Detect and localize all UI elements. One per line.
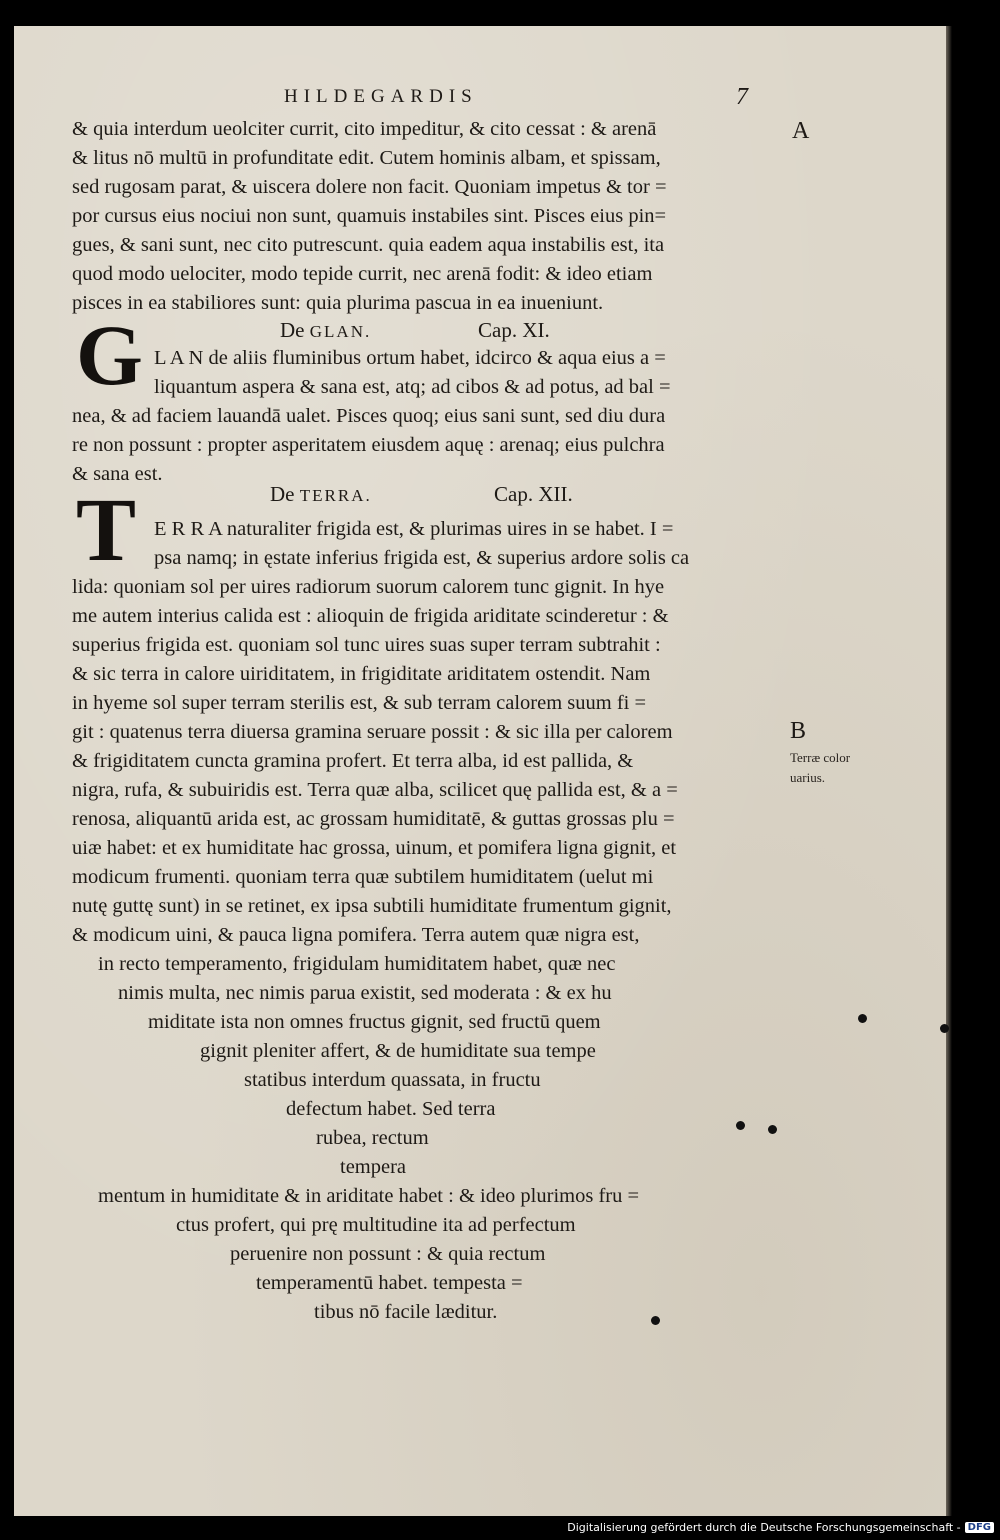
chapter-title-prefix: De [280, 318, 305, 342]
text-line: gignit pleniter affert, & de humiditate sua tempe [200, 1040, 596, 1062]
drop-cap-g: G [76, 307, 143, 403]
text-line: uiæ habet: et ex humiditate hac grossa, uinum, et pomifera ligna gignit, et [72, 837, 677, 859]
text-line: statibus interdum quassata, in fructu [244, 1069, 541, 1091]
chapter-title-prefix: De [270, 482, 295, 506]
chapter-title-name: GLAN. [309, 322, 372, 341]
ink-spot [651, 1316, 660, 1325]
text-line: nea, & ad faciem lauandā ualet. Pisces quoq; eius sani sunt, sed diu dura [72, 405, 666, 427]
ink-spot [858, 1014, 867, 1023]
running-head: HILDEGARDIS [284, 86, 478, 107]
text-line: mentum in humiditate & in ariditate habet : & ideo plurimos fru = [98, 1185, 640, 1207]
text-line: nimis multa, nec nimis parua existit, sed moderata : & ex hu [118, 982, 612, 1004]
text-line: & sana est. [72, 463, 163, 485]
text-line: modicum frumenti. quoniam terra quæ subtilem humiditatem (uelut mi [72, 866, 654, 888]
chapter-11-cap: Cap. XI. [478, 318, 550, 342]
chapter-12-cap: Cap. XII. [494, 482, 573, 506]
text-line: L A N de aliis fluminibus ortum habet, idcirco & aqua eius a = [154, 347, 666, 369]
text-line: & sic terra in calore uiriditatem, in frigiditate ariditatem ostendit. Nam [72, 663, 651, 685]
text-line: ctus profert, qui prę multitudine ita ad perfectum [176, 1214, 576, 1236]
text-line: nutę guttę sunt) in se retinet, ex ipsa subtili humiditate frumentum gignit, [72, 895, 672, 917]
text-line: peruenire non possunt : & quia rectum [230, 1243, 546, 1265]
text-line: gues, & sani sunt, nec cito putrescunt. quia eadem aqua instabilis est, ita [72, 234, 665, 256]
digitization-footer [567, 1521, 994, 1534]
text-line: lida: quoniam sol per uires radiorum suorum calorem tunc gignit. In hye [72, 576, 665, 598]
margin-note [790, 748, 850, 788]
chapter-title-name: TERRA. [299, 486, 372, 505]
text-line: me autem interius calida est : alioquin de frigida ariditate scinderetur : & [72, 605, 669, 627]
text-line: re non possunt : propter asperitatem eiusdem aquę : arenaq; eius pulchra [72, 434, 665, 456]
text-line: & frigiditatem cuncta gramina profert. Et terra alba, id est pallida, & [72, 750, 634, 772]
text-line: miditate ista non omnes fructus gignit, sed fructū quem [148, 1011, 601, 1033]
text-line: & litus nō multū in profunditate edit. Cutem hominis albam, et spissam, [72, 147, 661, 169]
margin-note-line: Terræ color [790, 750, 851, 765]
drop-cap-t: T [76, 481, 137, 580]
page-edge-shadow [946, 26, 952, 1516]
text-line: liquantum aspera & sana est, atq; ad cibos & ad potus, ad bal = [154, 376, 671, 398]
text-line: in hyeme sol super terram sterilis est, & sub terram calorem suum fi = [72, 692, 647, 714]
dfg-logo-icon: DFG [965, 1522, 994, 1533]
text-line: tibus nō facile læditur. [314, 1301, 498, 1323]
footer-text: Digitalisierung gefördert durch die Deutsche Forschungsgemeinschaft - [567, 1521, 961, 1534]
text-line: tempera [340, 1156, 407, 1178]
text-line: & quia interdum ueolciter currit, cito impeditur, & cito cessat : & arenā [72, 118, 657, 140]
page-number: 7 [736, 84, 748, 110]
text-line: renosa, aliquantū arida est, ac grossam humiditatē, & guttas grossas plu = [72, 808, 675, 830]
chapter-11-title [280, 318, 371, 343]
text-line: rubea, rectum [316, 1127, 429, 1149]
text-line: defectum habet. Sed terra [286, 1098, 496, 1120]
margin-letter-b: B [790, 718, 807, 744]
text-line: temperamentū habet. tempesta = [256, 1272, 523, 1294]
text-line: E R R A naturaliter frigida est, & plurimas uires in se habet. I = [154, 518, 674, 540]
ink-spot [940, 1024, 949, 1033]
text-line: por cursus eius nociui non sunt, quamuis instabiles sint. Pisces eius pin= [72, 205, 667, 227]
ink-spot [768, 1125, 777, 1134]
text-line: superius frigida est. quoniam sol tunc uires suas super terram subtrahit : [72, 634, 661, 656]
margin-letter-a: A [792, 118, 810, 144]
text-line: & modicum uini, & pauca ligna pomifera. Terra autem quæ nigra est, [72, 924, 640, 946]
text-line: in recto temperamento, frigidulam humiditatem habet, quæ nec [98, 953, 616, 975]
text-line: git : quatenus terra diuersa gramina seruare possit : & sic illa per calorem [72, 721, 673, 743]
text-line: quod modo uelociter, modo tepide currit, nec arenā fodit: & ideo etiam [72, 263, 653, 285]
chapter-12-title [270, 482, 372, 507]
text-line: pisces in ea stabiliores sunt: quia plurima pascua in ea inueniunt. [72, 292, 604, 314]
margin-note-line: uarius. [790, 770, 826, 785]
text-line: nigra, rufa, & subuiridis est. Terra quæ alba, scilicet quę pallida est, & a = [72, 779, 678, 801]
text-line: psa namq; in ęstate inferius frigida est, & superius ardore solis ca [154, 547, 690, 569]
text-line: sed rugosam parat, & uiscera dolere non facit. Quoniam impetus & tor = [72, 176, 667, 198]
ink-spot [736, 1121, 745, 1130]
